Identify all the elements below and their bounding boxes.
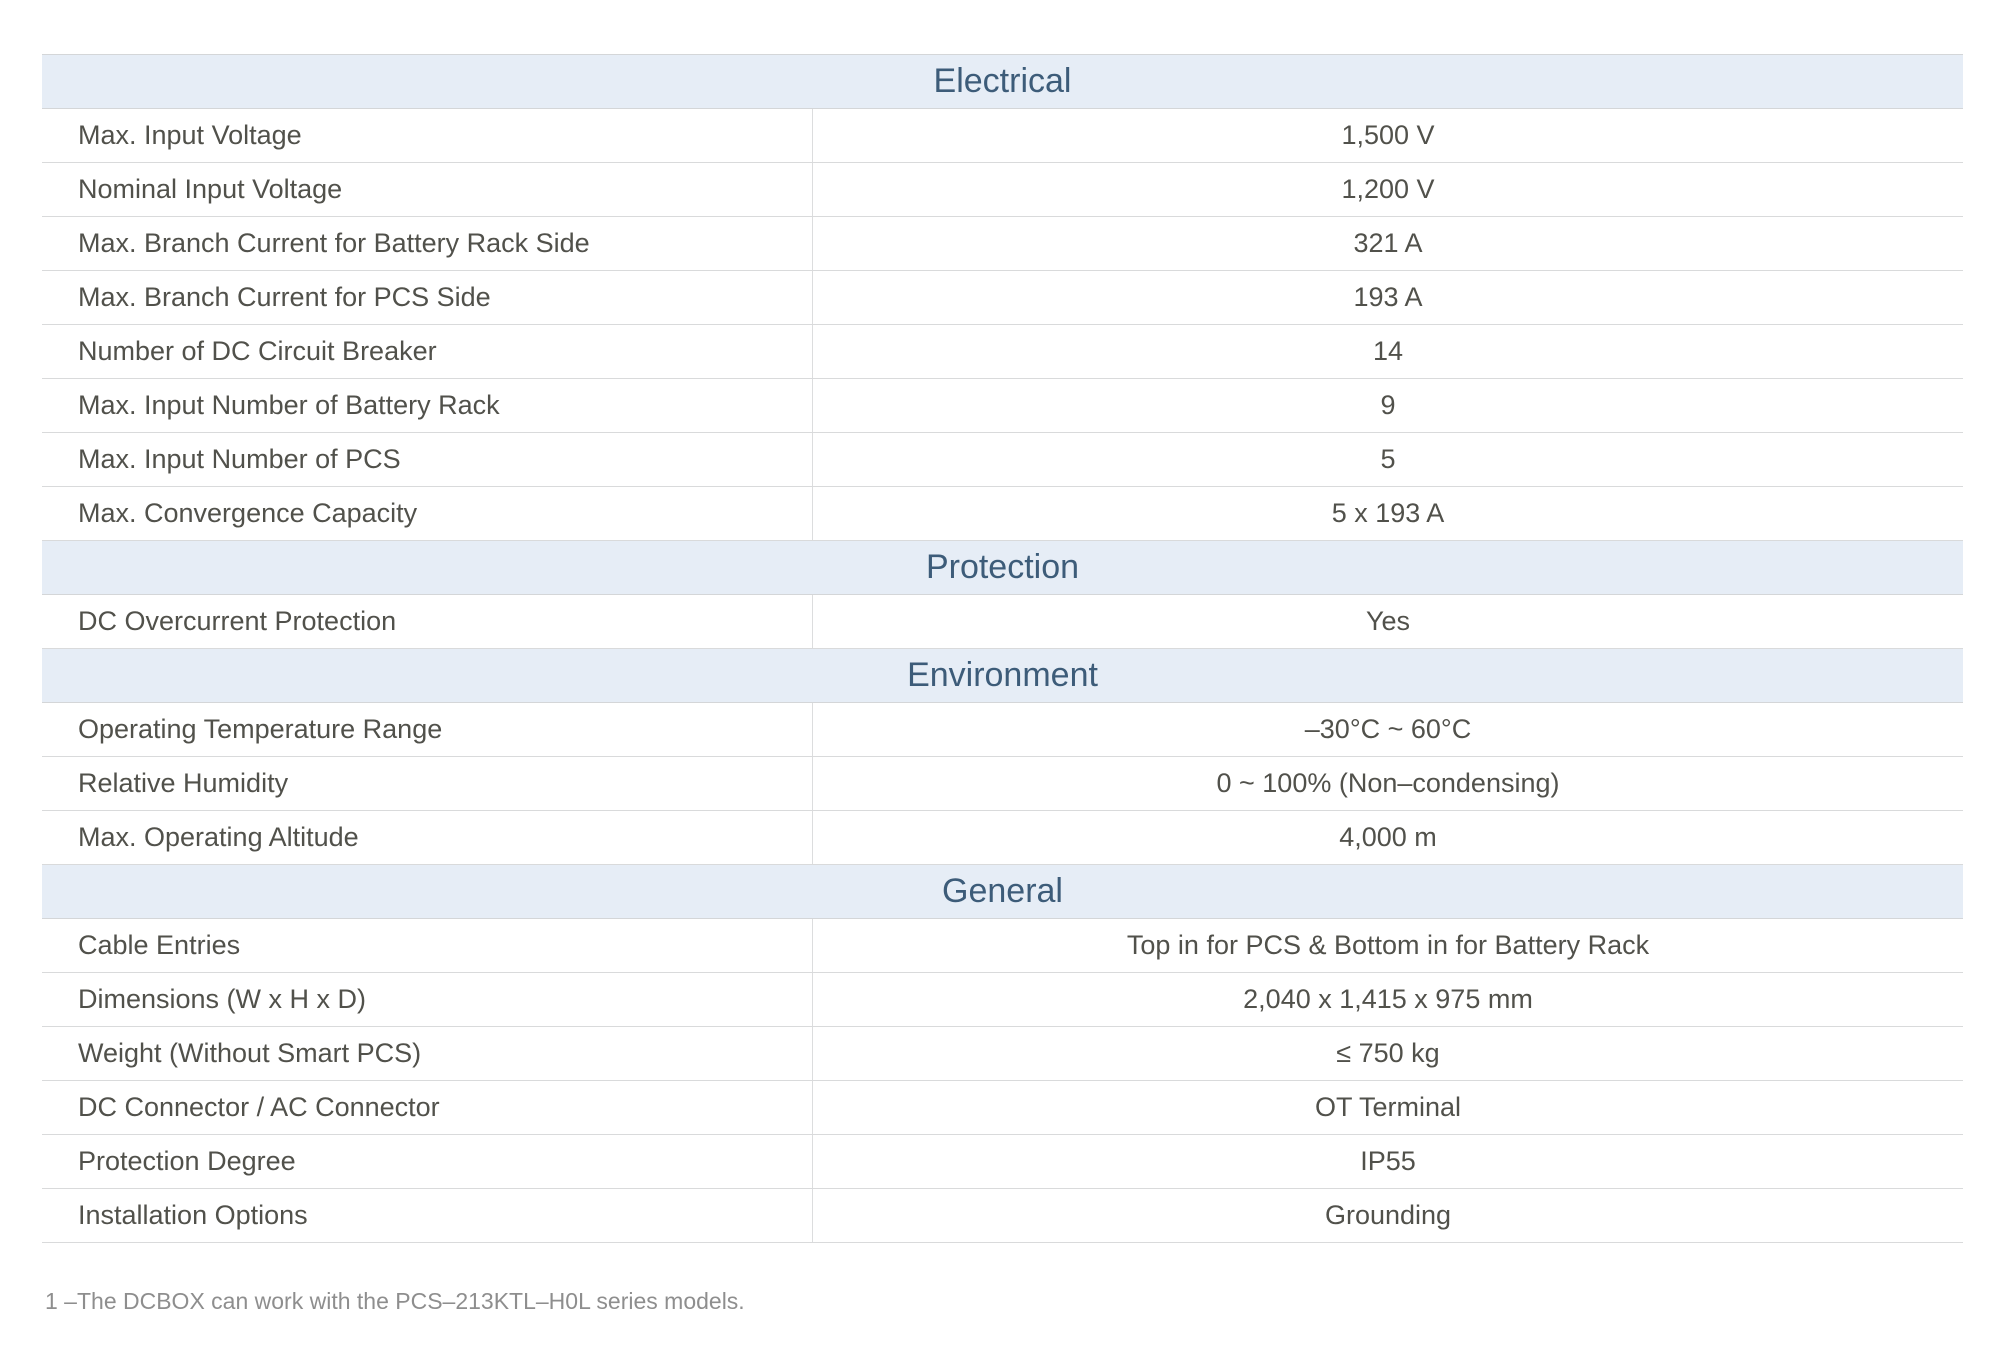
section-header-general: General [42,865,1963,919]
table-row [42,1081,1963,1135]
row-label: Max. Input Number of Battery Rack [78,390,500,420]
table-row [42,973,1963,1027]
row-label: Dimensions (W x H x D) [78,984,367,1014]
row-value: Top in for PCS & Bottom in for Battery Rack [812,919,1963,972]
row-label: Max. Input Number of PCS [78,444,401,474]
row-value: 1,500 V [812,109,1963,162]
row-label: Max. Convergence Capacity [78,498,418,528]
table-row [42,703,1963,757]
table-row [42,379,1963,433]
row-label: Weight (Without Smart PCS) [78,1038,422,1068]
row-label: Operating Temperature Range [78,714,443,744]
row-value: 193 A [812,271,1963,324]
footnote: 1 –The DCBOX can work with the PCS–213KTL–H0L series models. [45,1288,745,1314]
row-value: –30°C ~ 60°C [812,703,1963,756]
row-value: Yes [812,595,1963,648]
table-row [42,217,1963,271]
spec-table [42,54,1963,1243]
row-value: OT Terminal [812,1081,1963,1134]
table-row [42,811,1963,865]
table-row [42,325,1963,379]
row-value: 4,000 m [812,811,1963,864]
row-label: Max. Operating Altitude [78,822,359,852]
table-row [42,757,1963,811]
row-label: Max. Branch Current for PCS Side [78,282,491,312]
table-row [42,433,1963,487]
row-label: Cable Entries [78,930,241,960]
row-label: Installation Options [78,1200,308,1230]
row-value: 5 x 193 A [812,487,1963,540]
row-value: 5 [812,433,1963,486]
row-value: 321 A [812,217,1963,270]
table-row [42,487,1963,541]
row-value: 1,200 V [812,163,1963,216]
table-row [42,595,1963,649]
row-label: Max. Branch Current for Battery Rack Side [78,228,590,258]
row-label: Max. Input Voltage [78,120,302,150]
table-row [42,109,1963,163]
row-label: Relative Humidity [78,768,289,798]
row-value: ≤ 750 kg [812,1027,1963,1080]
section-header-protection: Protection [42,541,1963,595]
row-label: Protection Degree [78,1146,296,1176]
table-row [42,919,1963,973]
row-label: DC Overcurrent Protection [78,606,397,636]
table-row [42,163,1963,217]
row-value: Grounding [812,1189,1963,1242]
row-label: DC Connector / AC Connector [78,1092,440,1122]
row-value: 2,040 x 1,415 x 975 mm [812,973,1963,1026]
row-label: Nominal Input Voltage [78,174,343,204]
row-value: 9 [812,379,1963,432]
section-header-environment: Environment [42,649,1963,703]
row-value: 0 ~ 100% (Non–condensing) [812,757,1963,810]
table-row [42,1189,1963,1243]
row-value: IP55 [812,1135,1963,1188]
table-row [42,271,1963,325]
section-header-electrical: Electrical [42,55,1963,109]
row-value: 14 [812,325,1963,378]
table-row [42,1027,1963,1081]
row-label: Number of DC Circuit Breaker [78,336,437,366]
table-row [42,1135,1963,1189]
